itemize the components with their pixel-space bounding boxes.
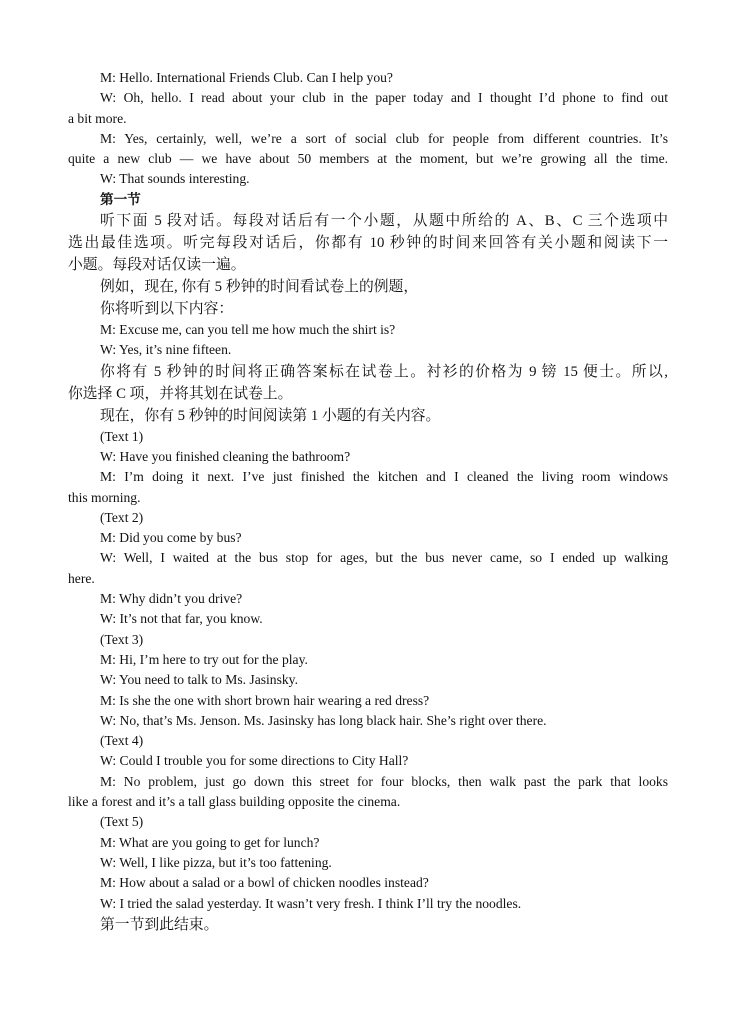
text-line: W: It’s not that far, you know. [100, 611, 263, 627]
text-line: M: I’m doing it next. I’ve just finished the kitchen and I cleaned the living room windows [100, 469, 668, 485]
text-line: here. [68, 570, 95, 586]
text-line: 你选择 C 项，并将其划在试卷上。 [68, 385, 293, 402]
text-line: W: Well, I waited at the bus stop for ages, but the bus never came, so I ended up walking [100, 550, 668, 566]
text-line: 例如，现在, 你有 5 秒钟的时间看试卷上的例题， [100, 279, 419, 296]
text-label: (Text 5) [100, 814, 144, 830]
text-line: W: Have you finished cleaning the bathroom? [100, 448, 351, 464]
text-line: M: No problem, just go down this street for four blocks, then walk past the park that looks [100, 773, 668, 789]
text-line: M: Why didn’t you drive? [100, 591, 243, 607]
transcript-body [68, 68, 668, 936]
text-line: 选出最佳选项。听完每段对话后，你都有 10 秒钟的时间来回答有关小题和阅读下一 [68, 235, 668, 252]
text-line: M: Did you come by bus? [100, 530, 242, 546]
text-line: this morning. [68, 489, 141, 505]
text-line: W: That sounds interesting. [100, 171, 250, 187]
section-end-line: 第一节到此结束。 [100, 916, 219, 933]
text-line: W: Could I trouble you for some directions to City Hall? [100, 753, 409, 769]
text-line: a bit more. [68, 110, 127, 126]
text-line: W: I tried the salad yesterday. It wasn’t very fresh. I think I’ll try the noodles. [100, 895, 522, 911]
text-label: (Text 2) [100, 509, 144, 525]
text-line: 你将有 5 秒钟的时间将正确答案标在试卷上。衬衫的价格为 9 镑 15 便士。所以, [100, 363, 668, 380]
text-label: (Text 1) [100, 428, 144, 444]
text-line: M: Yes, certainly, well, we’re a sort of social club for people from different countries. It’s [100, 130, 668, 146]
text-line: M: Hello. International Friends Club. Can I help you? [100, 70, 393, 85]
text-label: (Text 4) [100, 733, 144, 749]
text-line: 听下面 5 段对话。每段对话后有一个小题，从题中所给的 A、B、C 三个选项中 [100, 213, 668, 230]
text-line: W: Yes, it’s nine fifteen. [100, 342, 232, 358]
text-line: M: Excuse me, can you tell me how much the shirt is? [100, 322, 396, 338]
text-line: W: You need to talk to Ms. Jasinsky. [100, 672, 298, 688]
text-line: M: What are you going to get for lunch? [100, 834, 320, 850]
text-line: W: Well, I like pizza, but it’s too fattening. [100, 854, 332, 870]
text-line: M: How about a salad or a bowl of chicken noodles instead? [100, 875, 429, 891]
text-line: quite a new club — we have about 50 members at the moment, but we’re growing all the time. [68, 151, 668, 167]
text-line: like a forest and it’s a tall glass building opposite the cinema. [68, 794, 401, 810]
text-label: (Text 3) [100, 631, 144, 647]
text-line: M: Is she the one with short brown hair wearing a red dress? [100, 692, 430, 708]
section-heading: 第一节 [100, 191, 141, 207]
text-line: 你将听到以下内容： [100, 301, 234, 318]
text-line: 小题。每段对话仅读一遍。 [68, 257, 246, 274]
text-line: M: Hi, I’m here to try out for the play. [100, 651, 308, 667]
text-line: W: Oh, hello. I read about your club in the paper today and I thought I’d phone to find out [100, 90, 668, 106]
text-line: W: No, that’s Ms. Jenson. Ms. Jasinsky has long black hair. She’s right over there. [100, 712, 547, 728]
text-line: 现在，你有 5 秒钟的时间阅读第 1 小题的有关内容。 [100, 407, 441, 424]
